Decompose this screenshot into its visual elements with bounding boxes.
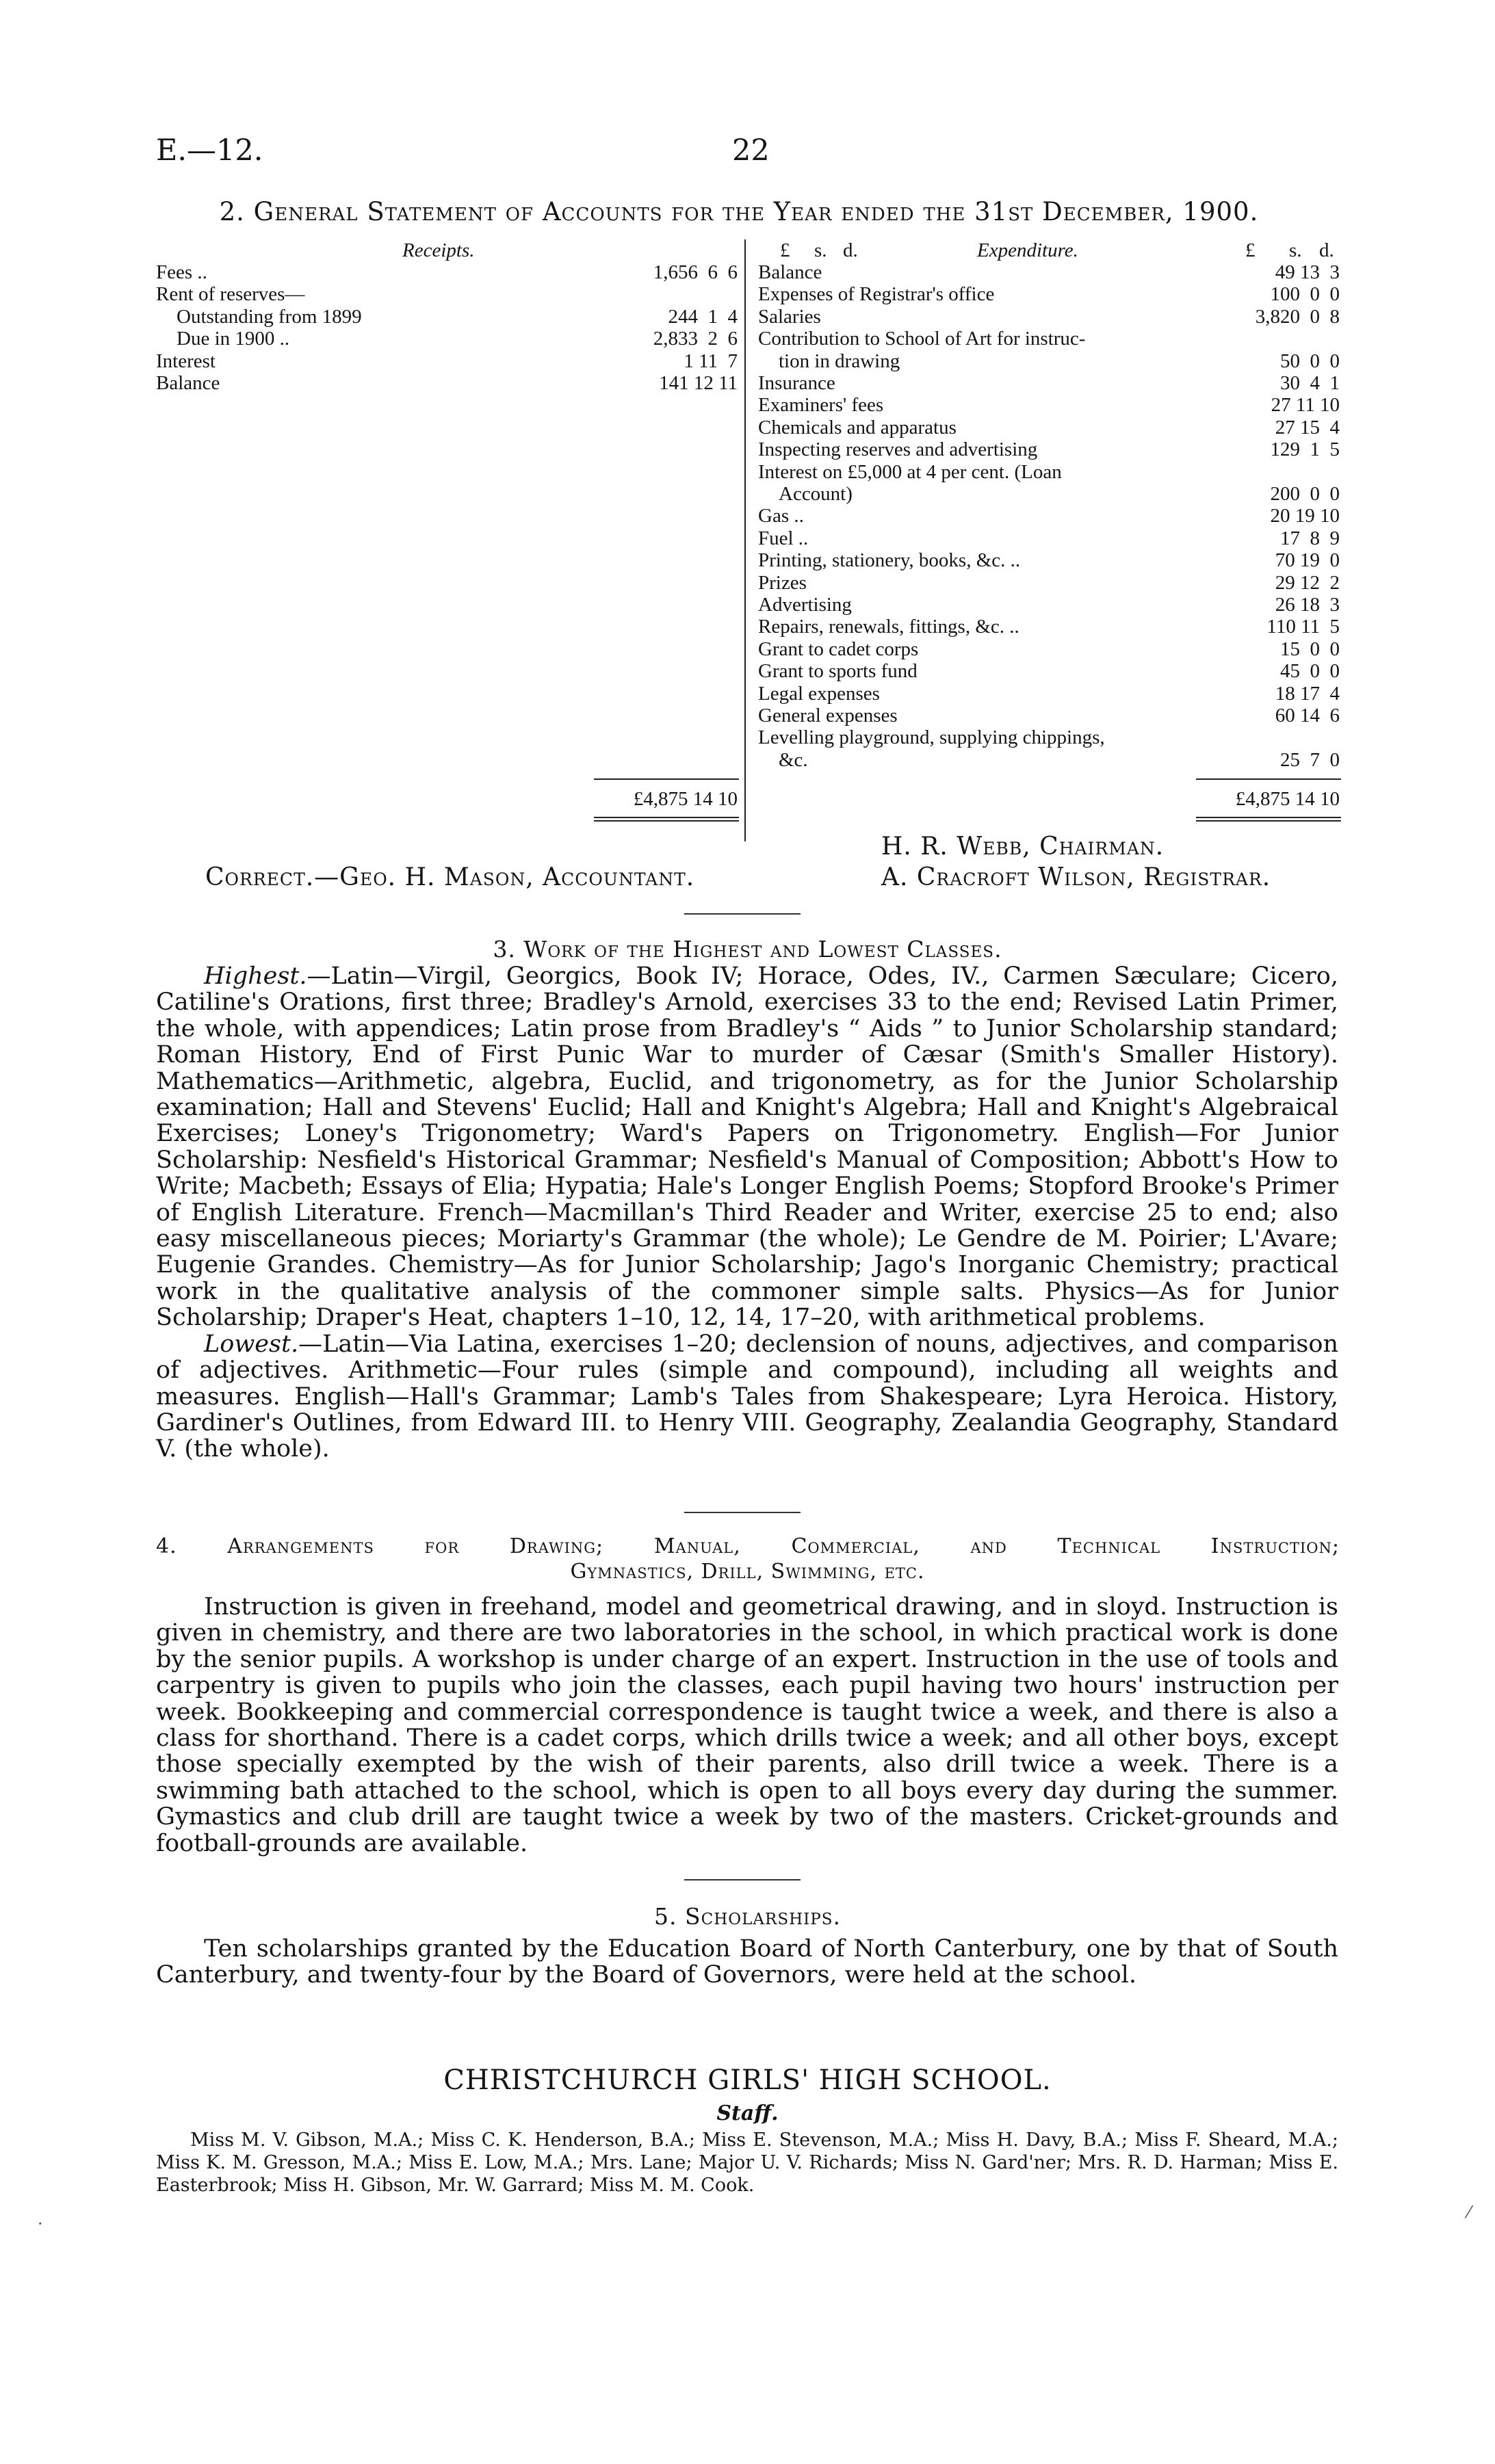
expenditure-label: Expenses of Registrar's office bbox=[758, 283, 995, 306]
receipt-amount: 1,656 6 6 bbox=[653, 261, 738, 283]
expenditure-amount: 200 0 0 bbox=[1270, 483, 1340, 505]
col-shillings: s. bbox=[1289, 239, 1302, 261]
accounts-title: 2. General Statement of Accounts for the Year ended the 31st December, 1900. bbox=[219, 197, 1259, 226]
section4-title-line1: 4. Arrangements for Drawing; Manual, Commercial, and Technical Instruction; bbox=[156, 1534, 1340, 1558]
expenditure-row bbox=[758, 638, 1340, 660]
expenditure-amount: 26 18 3 bbox=[1275, 594, 1340, 616]
expenditure-row bbox=[758, 572, 1340, 594]
expenditure-row bbox=[758, 660, 1340, 682]
expenditure-label: Levelling playground, supplying chippings, bbox=[758, 726, 1105, 749]
section3-title: 3. Work of the Highest and Lowest Classes. bbox=[493, 936, 1002, 962]
expenditure-amount: 20 19 10 bbox=[1270, 505, 1340, 527]
expenditure-amount: 3,820 0 8 bbox=[1255, 305, 1340, 328]
expenditure-row bbox=[758, 394, 1340, 416]
expenditure-amount: 15 0 0 bbox=[1280, 638, 1340, 660]
lowest-label: Lowest. bbox=[204, 1330, 299, 1358]
receipt-label: Fees .. bbox=[156, 261, 207, 283]
highest-text: —Latin—Virgil, Georgics, Book IV; Horace, Odes, IV., Carmen Sæculare; Cicero, Catiline's Orations, first three; Bradley's Arnold, exercises 33 to the end; Revised Latin Primer, the whole, with appendices; Latin prose from Bradley's “ Aids ” to Junior Scholarship standard; Roman History, End of First Punic War to murder of Cæsar (Smith's Smaller History). Mathematics—Arithmetic, algebra, Euclid, and trigonometry, as for the Junior Scholarship examination; Hall and Stevens' Euclid; Hall and Knight's Algebra; Hall and Knight's Algebraical Exercises; Loney's Trigonometry; Ward's Papers on Trigonometry. English—For Junior Scholarship: Nesfield's Historical Grammar; Nesfield's Manual of Composition; Abbott's How to Write; Macbeth; Essays of Elia; Hypatia; Hale's Longer English Poems; Stopford Brooke's Primer of English Literature. French—Macmillan's Third Reader and Writer, exercise 25 to end; also easy miscellaneous pieces; Moriarty's Grammar (the whole); Le Gendre de M. Poirier; L'Avare; Eugenie Grandes. Chemistry—As for Junior Scholarship; Jago's Inorganic Chemistry; practical work in the qualitative analysis of the commoner simple salts. Physics—As for Junior Scholarship; Draper's Heat, chapters 1–10, 12, 14, 17–20, with arithmetical problems. bbox=[156, 962, 1338, 1332]
col-pounds: £ bbox=[780, 239, 790, 261]
section-rule bbox=[684, 1879, 801, 1880]
expenditure-row bbox=[758, 417, 1340, 438]
expenditure-label: General expenses bbox=[758, 705, 898, 726]
expenditure-label: Account) bbox=[779, 483, 853, 505]
col-pence: d. bbox=[1319, 239, 1334, 261]
expenditure-label: Interest on £5,000 at 4 per cent. (Loan bbox=[758, 460, 1062, 483]
expenditure-amount: 110 11 5 bbox=[1266, 616, 1340, 638]
page-code: E.—12. bbox=[156, 133, 263, 168]
lowest-paragraph bbox=[156, 1331, 1338, 1463]
chairman-signature: H. R. Webb, Chairman. bbox=[881, 833, 1165, 861]
receipt-amount: 141 12 11 bbox=[659, 372, 738, 394]
expenditure-row bbox=[758, 483, 1340, 505]
expenditure-label: Legal expenses bbox=[758, 682, 880, 705]
expenditure-total: £4,875 14 10 bbox=[1235, 788, 1340, 810]
school-title: CHRISTCHURCH GIRLS' HIGH SCHOOL. bbox=[443, 2065, 1052, 2096]
expenditure-label: Grant to cadet corps bbox=[758, 638, 919, 660]
expenditure-label: Printing, stationery, books, &c. .. bbox=[758, 549, 1021, 572]
expenditure-row bbox=[758, 438, 1340, 460]
expenditure-amount: 49 13 3 bbox=[1275, 261, 1340, 283]
section3-body bbox=[156, 963, 1338, 1463]
receipt-amount: 244 1 4 bbox=[668, 305, 738, 328]
expenditure-row bbox=[758, 350, 1340, 372]
expenditure-amount: 60 14 6 bbox=[1275, 705, 1340, 726]
expenditure-amount: 30 4 1 bbox=[1280, 372, 1340, 394]
section4-body: Instruction is given in freehand, model and geometrical drawing, and in sloyd. Instruction is given in chemistry, and there are two laboratories in the school, in which practical work is done by the senior pupils. A workshop is under charge of an expert. Instruction in the use of tools and carpentry is given to pupils who join the classes, each pupil having two hours' instruction per week. Bookkeeping and commercial correspondence is taught twice a week, and there is also a class for shorthand. There is a cadet corps, which drills twice a week; and all other boys, except those specially exempted by the wish of their parents, also drill twice a week. There is a swimming bath attached to the school, which is open to all boys every day during the summer. Gymastics and club drill are taught twice a week by two of the masters. Cricket-grounds and football-grounds are available. bbox=[156, 1593, 1338, 1857]
receipt-row bbox=[156, 283, 738, 305]
expenditure-label: Grant to sports fund bbox=[758, 660, 918, 683]
expenditure-amount: 129 1 5 bbox=[1270, 438, 1340, 461]
expenditure-label: Insurance bbox=[758, 372, 835, 394]
expenditure-label: Examiners' fees bbox=[758, 394, 884, 417]
margin-mark: ⁄ bbox=[1468, 2203, 1471, 2222]
expenditure-label: Balance bbox=[758, 261, 822, 283]
lowest-text: —Latin—Via Latina, exercises 1–20; declension of nouns, adjectives, and comparison of adjectives. Arithmetic—Four rules (simple and compound), including all weights and measures. English—Hall's Grammar; Lamb's Tales from Shakespeare; Lyra Heroica. History, Gardiner's Outlines, from Edward III. to Henry VIII. Geography, Zealandia Geography, Standard V. (the whole). bbox=[156, 1330, 1338, 1463]
accountant-correct bbox=[205, 863, 694, 891]
receipt-amount: 1 11 7 bbox=[684, 350, 738, 372]
expenditure-amount: 100 0 0 bbox=[1270, 283, 1340, 306]
section5-body: Ten scholarships granted by the Education Board of North Canterbury, one by that of South Canterbury, and twenty-four by the Board of Governors, were held at the school. bbox=[156, 1935, 1338, 1989]
column-divider bbox=[744, 239, 746, 841]
receipt-label: Due in 1900 .. bbox=[177, 328, 290, 350]
expenditure-amount: 50 0 0 bbox=[1280, 350, 1340, 372]
expenditure-label: Contribution to School of Art for instruc- bbox=[758, 328, 1086, 350]
receipt-row bbox=[156, 328, 738, 350]
col-pence: d. bbox=[843, 239, 858, 261]
expenditure-amount: 70 19 0 bbox=[1275, 549, 1340, 572]
expenditure-row bbox=[758, 616, 1340, 638]
expenditure-label: Prizes bbox=[758, 571, 807, 594]
expenditure-amount: 27 11 10 bbox=[1271, 394, 1340, 417]
receipts-heading: Receipts. bbox=[402, 239, 475, 261]
col-shillings: s. bbox=[814, 239, 827, 261]
receipt-label: Outstanding from 1899 bbox=[177, 305, 362, 328]
page-number: 22 bbox=[732, 133, 770, 168]
expenditure-label: Gas .. bbox=[758, 505, 804, 527]
expenditure-row bbox=[758, 726, 1340, 748]
staff-heading: Staff. bbox=[716, 2101, 779, 2125]
expenditure-amount: 29 12 2 bbox=[1275, 571, 1340, 594]
expenditure-row bbox=[758, 683, 1340, 705]
expenditure-label: Inspecting reserves and advertising bbox=[758, 438, 1038, 461]
receipts-total-double-rule bbox=[594, 817, 739, 818]
expenditure-row bbox=[758, 372, 1340, 394]
receipts-total-double-rule-2 bbox=[594, 820, 739, 822]
expenditure-row bbox=[758, 749, 1340, 771]
expenditure-heading: Expenditure. bbox=[977, 239, 1078, 261]
expenditure-label: Salaries bbox=[758, 305, 821, 328]
section-rule bbox=[684, 913, 801, 915]
receipts-total-rule bbox=[594, 778, 739, 780]
expenditure-row bbox=[758, 261, 1340, 283]
receipt-label: Balance bbox=[156, 372, 220, 394]
expenditure-row bbox=[758, 306, 1340, 328]
receipts-total: £4,875 14 10 bbox=[633, 788, 738, 810]
expenditure-amount: 45 0 0 bbox=[1280, 660, 1340, 683]
expenditure-label: Advertising bbox=[758, 594, 852, 616]
receipt-row bbox=[156, 350, 738, 372]
expenditure-amount: 25 7 0 bbox=[1280, 748, 1340, 771]
registrar-signature: A. Cracroft Wilson, Registrar. bbox=[881, 863, 1271, 891]
expenditure-row bbox=[758, 549, 1340, 571]
expenditure-amount: 18 17 4 bbox=[1275, 682, 1340, 705]
staff-list: Miss M. V. Gibson, M.A.; Miss C. K. Henderson, B.A.; Miss E. Stevenson, M.A.; Miss H. Davy, B.A.; Miss F. Sheard, M.A.; Miss K. M. Gresson, M.A.; Miss E. Low, M.A.; Mrs. Lane; Major U. V. Richards; Miss N. Gard'ner; Mrs. R. D. Harman; Miss E. Easterbrook; Miss H. Gibson, Mr. W. Garrard; Miss M. M. Cook. bbox=[156, 2129, 1338, 2196]
expenditure-amount: 17 8 9 bbox=[1280, 527, 1340, 549]
col-pounds: £ bbox=[1245, 239, 1256, 261]
expenditure-row bbox=[758, 461, 1340, 483]
expenditure-row bbox=[758, 328, 1340, 350]
expenditure-total-rule bbox=[1196, 778, 1341, 780]
expenditure-total-double-rule-2 bbox=[1196, 820, 1341, 822]
expenditure-row bbox=[758, 283, 1340, 305]
expenditure-label: Chemicals and apparatus bbox=[758, 416, 957, 438]
expenditure-row bbox=[758, 527, 1340, 549]
highest-paragraph bbox=[156, 963, 1338, 1331]
receipt-row bbox=[156, 306, 738, 328]
expenditure-label: tion in drawing bbox=[779, 350, 900, 372]
expenditure-row bbox=[758, 705, 1340, 726]
expenditure-row bbox=[758, 505, 1340, 527]
expenditure-label: Fuel .. bbox=[758, 527, 809, 549]
receipt-amount: 2,833 2 6 bbox=[653, 328, 738, 350]
expenditure-row bbox=[758, 594, 1340, 616]
section4-title-line2: Gymnastics, Drill, Swimming, etc. bbox=[570, 1560, 925, 1584]
receipt-row bbox=[156, 372, 738, 394]
section5-title: 5. Scholarships. bbox=[654, 1903, 841, 1930]
receipt-label: Interest bbox=[156, 350, 216, 372]
expenditure-label: Repairs, renewals, fittings, &c. .. bbox=[758, 616, 1019, 638]
section-rule bbox=[684, 1512, 801, 1513]
expenditure-total-double-rule bbox=[1196, 817, 1341, 818]
expenditure-amount: 27 15 4 bbox=[1275, 416, 1340, 438]
expenditure-label: &c. bbox=[779, 748, 808, 771]
expenditure-table bbox=[758, 239, 1340, 841]
accountant-text: Correct.—Geo. H. Mason, Accountant. bbox=[205, 863, 695, 891]
receipt-label: Rent of reserves— bbox=[156, 283, 305, 306]
margin-mark: · bbox=[38, 2214, 43, 2233]
receipt-row bbox=[156, 261, 738, 283]
highest-label: Highest. bbox=[204, 962, 307, 990]
